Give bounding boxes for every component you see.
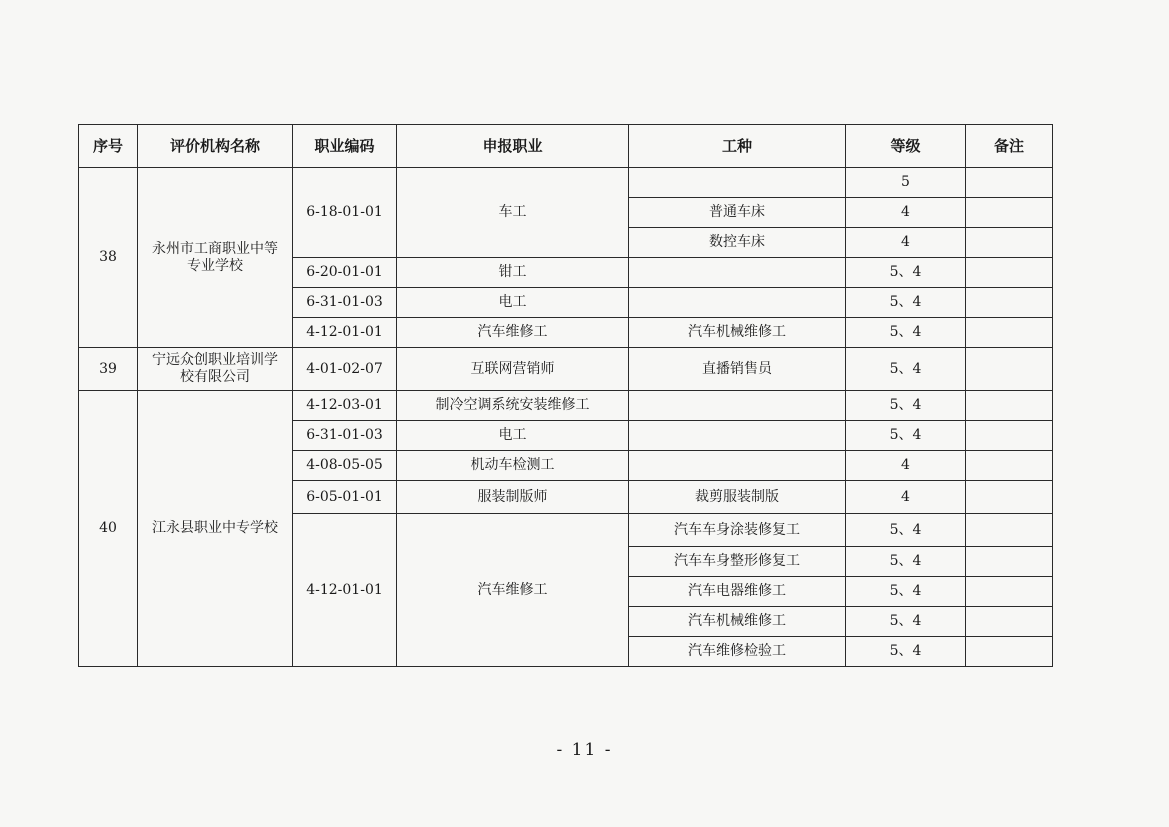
note-cell (966, 451, 1053, 481)
note-cell (966, 391, 1053, 421)
level-cell: 5、4 (846, 348, 966, 391)
code-cell: 4-01-02-07 (293, 348, 397, 391)
trade-cell: 直播销售员 (629, 348, 846, 391)
occupation-cell: 汽车维修工 (397, 318, 629, 348)
table-row (79, 391, 1053, 421)
occupation-cell: 电工 (397, 288, 629, 318)
note-cell (966, 348, 1053, 391)
level-cell: 4 (846, 451, 966, 481)
note-cell (966, 228, 1053, 258)
code-cell: 6-05-01-01 (293, 481, 397, 514)
trade-cell: 汽车车身涂装修复工 (629, 514, 846, 547)
header-seq: 序号 (79, 125, 138, 168)
page-number: - 11 - (556, 740, 613, 760)
note-cell (966, 607, 1053, 637)
note-cell (966, 318, 1053, 348)
level-cell: 5、4 (846, 318, 966, 348)
code-cell: 4-12-03-01 (293, 391, 397, 421)
code-cell: 6-31-01-03 (293, 421, 397, 451)
header-row (79, 125, 1053, 168)
trade-cell: 汽车电器维修工 (629, 577, 846, 607)
code-cell: 6-18-01-01 (293, 168, 397, 258)
level-cell: 5、4 (846, 258, 966, 288)
occupation-cell: 机动车检测工 (397, 451, 629, 481)
trade-cell: 普通车床 (629, 198, 846, 228)
org-cell: 江永县职业中专学校 (138, 391, 293, 667)
code-cell: 6-20-01-01 (293, 258, 397, 288)
note-cell (966, 168, 1053, 198)
seq-cell: 40 (79, 391, 138, 667)
trade-cell: 数控车床 (629, 228, 846, 258)
occupation-cell: 汽车维修工 (397, 514, 629, 667)
seq-cell: 39 (79, 348, 138, 391)
code-cell: 6-31-01-03 (293, 288, 397, 318)
level-cell: 5、4 (846, 637, 966, 667)
code-cell: 4-08-05-05 (293, 451, 397, 481)
org-cell: 永州市工商职业中等专业学校 (138, 168, 293, 348)
occupation-cell: 服装制版师 (397, 481, 629, 514)
note-cell (966, 637, 1053, 667)
trade-cell (629, 391, 846, 421)
level-cell: 5、4 (846, 607, 966, 637)
seq-cell: 38 (79, 168, 138, 348)
code-cell: 4-12-01-01 (293, 318, 397, 348)
level-cell: 5、4 (846, 288, 966, 318)
level-cell: 4 (846, 481, 966, 514)
trade-cell (629, 258, 846, 288)
header-trade: 工种 (629, 125, 846, 168)
level-cell: 5、4 (846, 577, 966, 607)
trade-cell: 汽车维修检验工 (629, 637, 846, 667)
header-note: 备注 (966, 125, 1053, 168)
table-row (79, 168, 1053, 198)
header-org: 评价机构名称 (138, 125, 293, 168)
trade-cell: 裁剪服装制版 (629, 481, 846, 514)
header-level: 等级 (846, 125, 966, 168)
trade-cell (629, 421, 846, 451)
org-cell: 宁远众创职业培训学校有限公司 (138, 348, 293, 391)
code-cell: 4-12-01-01 (293, 514, 397, 667)
trade-cell (629, 288, 846, 318)
occupation-cell: 电工 (397, 421, 629, 451)
occupation-table (78, 124, 1053, 667)
note-cell (966, 481, 1053, 514)
level-cell: 5、4 (846, 421, 966, 451)
level-cell: 5、4 (846, 391, 966, 421)
note-cell (966, 514, 1053, 547)
trade-cell: 汽车机械维修工 (629, 607, 846, 637)
note-cell (966, 288, 1053, 318)
occupation-cell: 互联网营销师 (397, 348, 629, 391)
occupation-cell: 钳工 (397, 258, 629, 288)
header-occupation: 申报职业 (397, 125, 629, 168)
trade-cell (629, 451, 846, 481)
level-cell: 5、4 (846, 514, 966, 547)
level-cell: 5 (846, 168, 966, 198)
level-cell: 5、4 (846, 547, 966, 577)
level-cell: 4 (846, 228, 966, 258)
note-cell (966, 547, 1053, 577)
trade-cell: 汽车机械维修工 (629, 318, 846, 348)
note-cell (966, 421, 1053, 451)
note-cell (966, 577, 1053, 607)
occupation-cell: 车工 (397, 168, 629, 258)
table-row (79, 348, 1053, 391)
trade-cell: 汽车车身整形修复工 (629, 547, 846, 577)
level-cell: 4 (846, 198, 966, 228)
note-cell (966, 198, 1053, 228)
header-code: 职业编码 (293, 125, 397, 168)
occupation-cell: 制冷空调系统安装维修工 (397, 391, 629, 421)
trade-cell (629, 168, 846, 198)
note-cell (966, 258, 1053, 288)
